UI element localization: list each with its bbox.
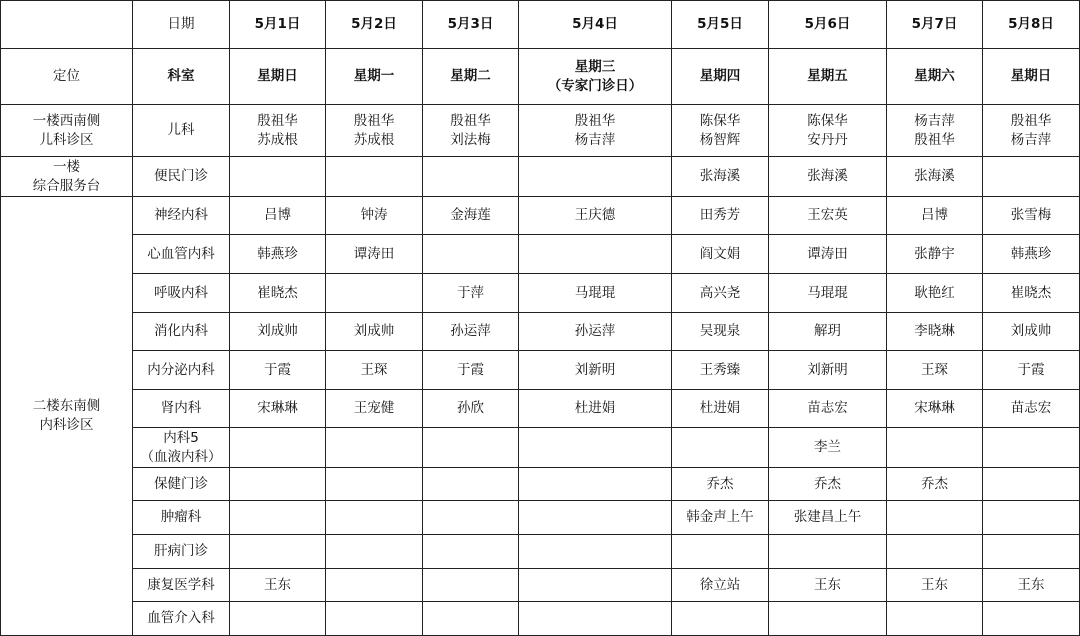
doctor-cell: [887, 602, 983, 636]
location-cell: 一楼 综合服务台: [1, 157, 133, 197]
doctor-cell: 王琛: [326, 351, 423, 390]
doctor-cell: [519, 569, 672, 602]
date-cell: 5月2日: [326, 1, 423, 49]
doctor-cell: [230, 535, 326, 569]
table-row: [1, 105, 1080, 157]
doctor-cell: 吕博: [887, 197, 983, 235]
weekday-cell: 星期五: [769, 49, 887, 105]
table-row: [1, 197, 1080, 235]
doctor-cell: 殷祖华 杨吉萍: [983, 105, 1080, 157]
doctor-cell: [519, 428, 672, 468]
doctor-cell: 马琨琨: [769, 274, 887, 313]
doctor-cell: 张海溪: [769, 157, 887, 197]
department-cell: 心血管内科: [133, 235, 230, 274]
doctor-cell: 李兰: [769, 428, 887, 468]
doctor-cell: [887, 501, 983, 535]
doctor-cell: 张海溪: [887, 157, 983, 197]
doctor-cell: [326, 468, 423, 501]
doctor-cell: 乔杰: [769, 468, 887, 501]
doctor-cell: [230, 602, 326, 636]
doctor-cell: 孙运萍: [519, 313, 672, 351]
date-cell: 5月7日: [887, 1, 983, 49]
doctor-cell: [672, 428, 769, 468]
doctor-cell: 张海溪: [672, 157, 769, 197]
doctor-cell: 金海莲: [423, 197, 519, 235]
date-cell: 5月6日: [769, 1, 887, 49]
doctor-cell: 高兴尧: [672, 274, 769, 313]
doctor-cell: 张静宇: [887, 235, 983, 274]
location-header-label: 定位: [1, 49, 133, 105]
department-cell: 呼吸内科: [133, 274, 230, 313]
doctor-cell: 陈保华 安丹丹: [769, 105, 887, 157]
doctor-cell: 韩燕珍: [230, 235, 326, 274]
weekday-cell: 星期日: [983, 49, 1080, 105]
department-cell: 儿科: [133, 105, 230, 157]
doctor-cell: 解玥: [769, 313, 887, 351]
table-row: [1, 468, 1080, 501]
doctor-cell: 韩燕珍: [983, 235, 1080, 274]
table-row: [1, 602, 1080, 636]
table-row: [1, 351, 1080, 390]
table-row: [1, 501, 1080, 535]
doctor-cell: 马琨琨: [519, 274, 672, 313]
doctor-cell: 吕博: [230, 197, 326, 235]
weekday-cell: 星期一: [326, 49, 423, 105]
doctor-cell: [519, 501, 672, 535]
table-row: [1, 428, 1080, 468]
doctor-cell: 刘成帅: [326, 313, 423, 351]
weekday-cell: 星期三 （专家门诊日）: [519, 49, 672, 105]
doctor-cell: [983, 468, 1080, 501]
doctor-cell: 刘成帅: [230, 313, 326, 351]
doctor-cell: [983, 157, 1080, 197]
doctor-cell: [423, 602, 519, 636]
doctor-cell: 殷祖华 刘法梅: [423, 105, 519, 157]
doctor-cell: [769, 602, 887, 636]
doctor-cell: 谭涛田: [326, 235, 423, 274]
doctor-cell: [423, 535, 519, 569]
doctor-cell: [887, 428, 983, 468]
department-cell: 肝病门诊: [133, 535, 230, 569]
department-cell: 保健门诊: [133, 468, 230, 501]
doctor-cell: 宋琳琳: [887, 390, 983, 428]
doctor-cell: [983, 501, 1080, 535]
doctor-cell: 苗志宏: [769, 390, 887, 428]
doctor-cell: 殷祖华 杨吉萍: [519, 105, 672, 157]
table-row: [1, 157, 1080, 197]
table-row: [1, 313, 1080, 351]
weekday-cell: 星期六: [887, 49, 983, 105]
doctor-cell: 崔晓杰: [230, 274, 326, 313]
doctor-cell: [326, 157, 423, 197]
doctor-cell: 于霞: [983, 351, 1080, 390]
doctor-cell: 韩金声上午: [672, 501, 769, 535]
department-cell: 便民门诊: [133, 157, 230, 197]
department-cell: 内科5 （血液内科）: [133, 428, 230, 468]
doctor-cell: 王琛: [887, 351, 983, 390]
doctor-cell: 王宠健: [326, 390, 423, 428]
doctor-cell: 王东: [769, 569, 887, 602]
doctor-cell: 王宏英: [769, 197, 887, 235]
department-cell: 肾内科: [133, 390, 230, 428]
department-header-label: 科室: [133, 49, 230, 105]
department-cell: 内分泌内科: [133, 351, 230, 390]
location-cell: 二楼东南侧 内科诊区: [1, 197, 133, 636]
table-row: [1, 390, 1080, 428]
doctor-cell: [769, 535, 887, 569]
doctor-cell: 谭涛田: [769, 235, 887, 274]
department-cell: 血管介入科: [133, 602, 230, 636]
table-row: [1, 569, 1080, 602]
doctor-cell: [423, 468, 519, 501]
doctor-cell: 王庆德: [519, 197, 672, 235]
date-header-label: 日期: [133, 1, 230, 49]
table-row: [1, 274, 1080, 313]
doctor-cell: 钟涛: [326, 197, 423, 235]
doctor-cell: [423, 569, 519, 602]
date-cell: 5月4日: [519, 1, 672, 49]
doctor-cell: 崔晓杰: [983, 274, 1080, 313]
doctor-cell: 孙运萍: [423, 313, 519, 351]
doctor-cell: [672, 602, 769, 636]
doctor-cell: 陈保华 杨智辉: [672, 105, 769, 157]
doctor-cell: [326, 428, 423, 468]
department-cell: 消化内科: [133, 313, 230, 351]
doctor-cell: [519, 235, 672, 274]
doctor-cell: [423, 235, 519, 274]
doctor-cell: [230, 428, 326, 468]
doctor-cell: 乔杰: [672, 468, 769, 501]
date-cell: 5月3日: [423, 1, 519, 49]
doctor-cell: [230, 501, 326, 535]
doctor-cell: 孙欣: [423, 390, 519, 428]
doctor-cell: [519, 535, 672, 569]
date-row: [1, 1, 1080, 49]
doctor-cell: [326, 569, 423, 602]
doctor-cell: 刘新明: [519, 351, 672, 390]
doctor-cell: [423, 428, 519, 468]
doctor-cell: 于霞: [230, 351, 326, 390]
date-cell: 5月8日: [983, 1, 1080, 49]
doctor-cell: 王东: [887, 569, 983, 602]
doctor-cell: [326, 602, 423, 636]
doctor-cell: 张雪梅: [983, 197, 1080, 235]
doctor-cell: 于霞: [423, 351, 519, 390]
doctor-cell: [983, 535, 1080, 569]
doctor-cell: [326, 274, 423, 313]
doctor-cell: 吴现泉: [672, 313, 769, 351]
doctor-cell: 李晓琳: [887, 313, 983, 351]
doctor-cell: [983, 602, 1080, 636]
doctor-cell: 张建昌上午: [769, 501, 887, 535]
doctor-cell: 刘成帅: [983, 313, 1080, 351]
department-cell: 神经内科: [133, 197, 230, 235]
doctor-cell: 王秀臻: [672, 351, 769, 390]
doctor-cell: 王东: [230, 569, 326, 602]
corner-cell: [1, 1, 133, 49]
doctor-cell: 田秀芳: [672, 197, 769, 235]
doctor-cell: 刘新明: [769, 351, 887, 390]
location-cell: 一楼西南侧 儿科诊区: [1, 105, 133, 157]
doctor-cell: 王东: [983, 569, 1080, 602]
doctor-cell: [230, 157, 326, 197]
table-row: [1, 235, 1080, 274]
doctor-cell: 耿艳红: [887, 274, 983, 313]
doctor-cell: [326, 501, 423, 535]
doctor-cell: 阎文娟: [672, 235, 769, 274]
doctor-cell: 徐立站: [672, 569, 769, 602]
doctor-cell: 于萍: [423, 274, 519, 313]
doctor-cell: [519, 157, 672, 197]
doctor-cell: 乔杰: [887, 468, 983, 501]
doctor-cell: 殷祖华 苏成根: [326, 105, 423, 157]
department-cell: 肿瘤科: [133, 501, 230, 535]
doctor-cell: 杨吉萍 殷祖华: [887, 105, 983, 157]
weekday-row: [1, 49, 1080, 105]
doctor-cell: [887, 535, 983, 569]
date-cell: 5月5日: [672, 1, 769, 49]
doctor-cell: 苗志宏: [983, 390, 1080, 428]
table-row: [1, 535, 1080, 569]
doctor-cell: [519, 602, 672, 636]
doctor-cell: [672, 535, 769, 569]
doctor-cell: [423, 157, 519, 197]
doctor-cell: [983, 428, 1080, 468]
department-cell: 康复医学科: [133, 569, 230, 602]
doctor-cell: 殷祖华 苏成根: [230, 105, 326, 157]
doctor-cell: 杜进娟: [672, 390, 769, 428]
doctor-cell: 宋琳琳: [230, 390, 326, 428]
doctor-cell: [519, 468, 672, 501]
doctor-cell: [326, 535, 423, 569]
weekday-cell: 星期二: [423, 49, 519, 105]
doctor-cell: 杜进娟: [519, 390, 672, 428]
doctor-cell: [423, 501, 519, 535]
date-cell: 5月1日: [230, 1, 326, 49]
doctor-cell: [230, 468, 326, 501]
weekday-cell: 星期日: [230, 49, 326, 105]
weekday-cell: 星期四: [672, 49, 769, 105]
